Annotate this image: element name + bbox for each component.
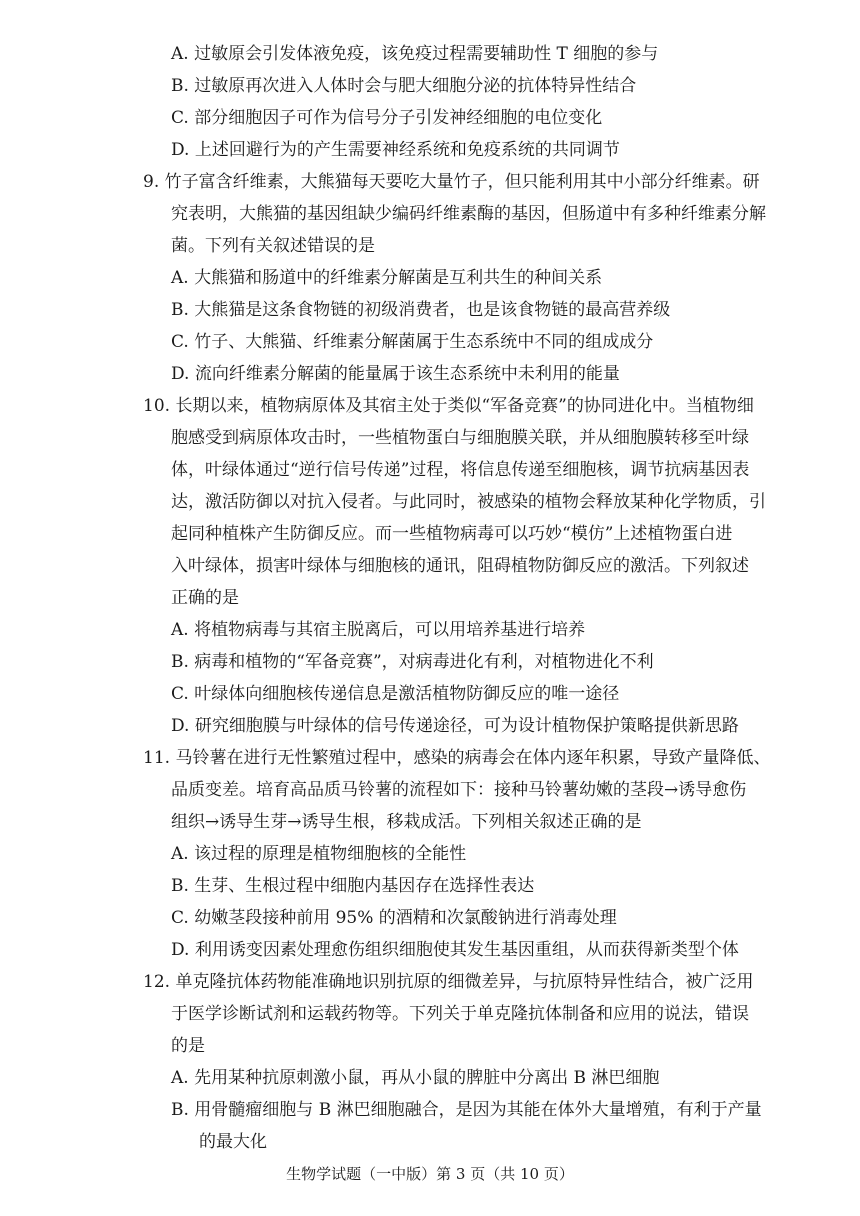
page-footer: 生物学试题（一中版）第 3 页（共 10 页） [286,1165,574,1183]
q8-option-a: A. 过敏原会引发体液免疫，该免疫过程需要辅助性 T 细胞的参与 [171,44,659,64]
q11-stem-line-3: 组织→诱导生芽→诱导生根，移栽成活。下列相关叙述正确的是 [171,812,642,832]
q10-stem-line-3: 体，叶绿体通过“逆行信号传递”过程，将信息传递至细胞核，调节抗病基因表 [171,460,750,480]
q10-stem-line-1: 10. 长期以来，植物病原体及其宿主处于类似“军备竞赛”的协同进化中。当植物细 [143,396,754,416]
q9-option-d: D. 流向纤维素分解菌的能量属于该生态系统中未利用的能量 [171,364,620,384]
q12-stem-line-2: 于医学诊断试剂和运载药物等。下列关于单克隆抗体制备和应用的说法，错误 [171,1004,749,1024]
q11-stem-line-1: 11. 马铃薯在进行无性繁殖过程中，感染的病毒会在体内逐年积累，导致产量降低、 [143,748,771,768]
q10-option-c: C. 叶绿体向细胞核传递信息是激活植物防御反应的唯一途径 [171,684,620,704]
q9-stem-line-1: 9. 竹子富含纤维素，大熊猫每天要吃大量竹子，但只能利用其中小部分纤维素。研 [143,172,760,192]
q9-stem-line-2: 究表明，大熊猫的基因组缺少编码纤维素酶的基因，但肠道中有多种纤维素分解 [171,204,766,224]
q12-option-b-continuation: 的最大化 [199,1132,267,1152]
q10-stem-line-5: 起同种植株产生防御反应。而一些植物病毒可以巧妙“模仿”上述植物蛋白进 [171,524,733,544]
q8-option-d: D. 上述回避行为的产生需要神经系统和免疫系统的共同调节 [171,140,620,160]
q11-option-b: B. 生芽、生根过程中细胞内基因存在选择性表达 [171,876,535,896]
q9-stem-line-3: 菌。下列有关叙述错误的是 [171,236,375,256]
page-content [143,38,793,1158]
q11-option-c: C. 幼嫩茎段接种前用 95% 的酒精和次氯酸钠进行消毒处理 [171,908,617,928]
q12-stem-line-1: 12. 单克隆抗体药物能准确地识别抗原的细微差异，与抗原特异性结合，被广泛用 [143,972,754,992]
q8-option-b: B. 过敏原再次进入人体时会与肥大细胞分泌的抗体特异性结合 [171,76,637,96]
q12-stem-line-3: 的是 [171,1036,205,1056]
q10-stem-line-2: 胞感受到病原体攻击时，一些植物蛋白与细胞膜关联，并从细胞膜转移至叶绿 [171,428,749,448]
q11-option-d: D. 利用诱变因素处理愈伤组织细胞使其发生基因重组，从而获得新类型个体 [171,940,739,960]
q12-option-b: B. 用骨髓瘤细胞与 B 淋巴细胞融合，是因为其能在体外大量增殖，有利于产量 [171,1100,762,1120]
q11-option-a: A. 该过程的原理是植物细胞核的全能性 [171,844,467,864]
q9-option-b: B. 大熊猫是这条食物链的初级消费者，也是该食物链的最高营养级 [171,300,671,320]
q10-option-a: A. 将植物病毒与其宿主脱离后，可以用培养基进行培养 [171,620,586,640]
q10-stem-line-7: 正确的是 [171,588,239,608]
q8-option-c: C. 部分细胞因子可作为信号分子引发神经细胞的电位变化 [171,108,603,128]
q9-option-a: A. 大熊猫和肠道中的纤维素分解菌是互利共生的种间关系 [171,268,603,288]
q10-option-d: D. 研究细胞膜与叶绿体的信号传递途径，可为设计植物保护策略提供新思路 [171,716,739,736]
q9-option-c: C. 竹子、大熊猫、纤维素分解菌属于生态系统中不同的组成成分 [171,332,654,352]
q10-option-b: B. 病毒和植物的“军备竞赛”，对病毒进化有利，对植物进化不利 [171,652,654,672]
q11-stem-line-2: 品质变差。培育高品质马铃薯的流程如下：接种马铃薯幼嫩的茎段→诱导愈伤 [171,780,747,800]
q10-stem-line-4: 达，激活防御以对抗入侵者。与此同时，被感染的植物会释放某种化学物质，引 [171,492,766,512]
q10-stem-line-6: 入叶绿体，损害叶绿体与细胞核的通讯，阻碍植物防御反应的激活。下列叙述 [171,556,749,576]
q12-option-a: A. 先用某种抗原刺激小鼠，再从小鼠的脾脏中分离出 B 淋巴细胞 [171,1068,660,1088]
